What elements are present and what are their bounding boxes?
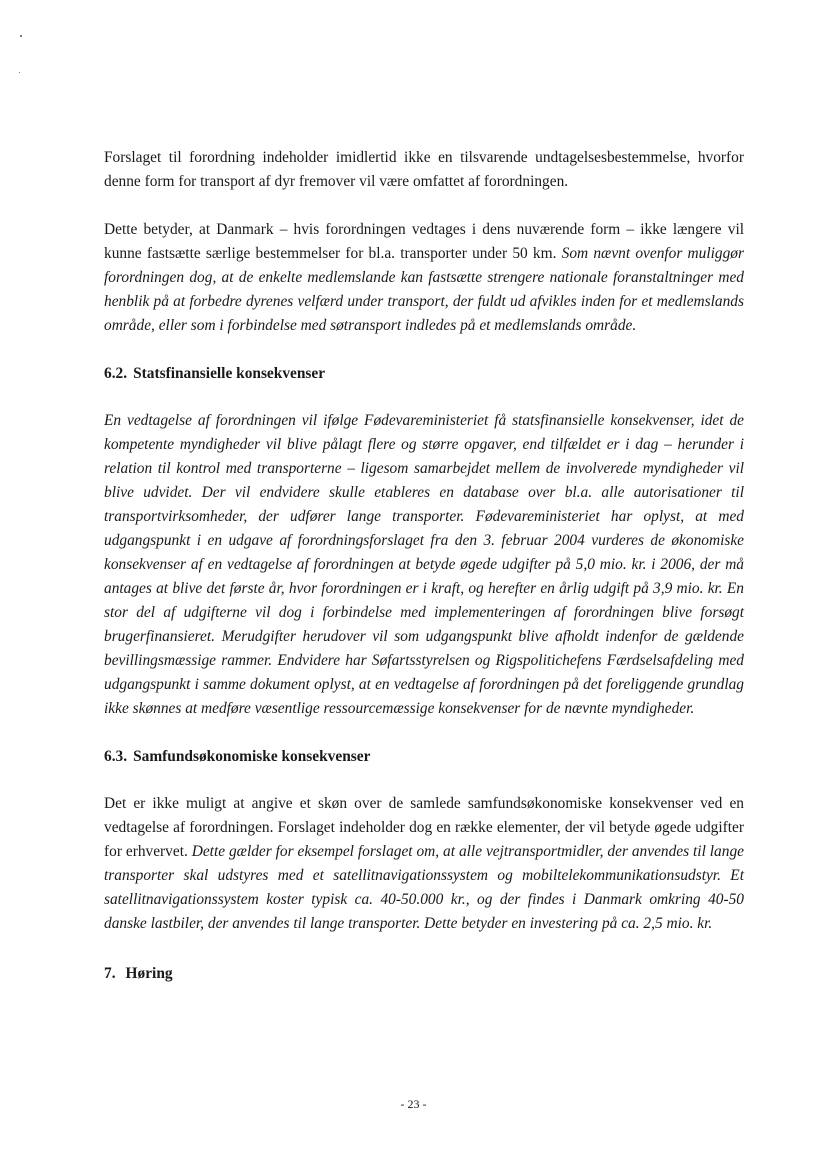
section-title: Høring — [125, 965, 173, 982]
paragraph-italic-text: Som nævnt ovenfor muliggør forordningen dog, at de enkelte medlemslande kan fastsætte strengere nationale foranstaltninger med henblik på at forbedre dyrenes velfærd under transport, der fuldt ud afvikles inden for et medlemslands område, eller som i forbindelse med søtransport indledes på et medlemslands område. — [104, 245, 744, 334]
paragraph-italic-text: En vedtagelse af forordningen vil ifølge Fødevareministeriet få statsfinansielle konsekvenser, idet de kompetente myndigheder vil blive pålagt flere og større opgaver, end tilfældet er i dag – herunder i relation til kontrol med transporterne – ligesom samarbejdet mellem de involverede myndigheder vil blive udvidet. Der vil endvidere skulle etableres en database over bl.a. alle autorisationer til transportvirksomheder, der udfører lange transporter. Fødevareministeriet har oplyst, at med udgangspunkt i en udgave af forordningsforslaget fra den 3. februar 2004 vurderes de økonomiske konsekvenser af en vedtagelse af forordningen at betyde øgede udgifter på 5,0 mio. kr. i 2006, der må antages at blive det første år, hvor forordningen er i kraft, og herefter en årlig udgift på 3,9 mio. kr. En stor del af udgifterne vil dog i forbindelse med implementeringen af forordningen blive forsøgt brugerfinansieret. Merudgifter herudover vil som udgangspunkt blive afholdt indenfor de gældende bevillingsmæssige rammer. Endvidere har Søfartsstyrelsen og Rigspolitichefens Færdselsafdeling med udgangspunkt i samme dokument oplyst, at en vedtagelse af forordningen på det foreliggende grundlag ikke skønnes at medføre væsentlige ressourcemæssige konsekvenser for de nævnte myndigheder. — [104, 412, 744, 717]
paragraph-text: Det er ikke muligt at angive et skøn over de samlede samfundsøkonomiske konsekvenser ved en vedtagelse af forordningen. Forslaget indeholder dog en række elementer, der vil betyde øgede udgifter for erhvervet. — [104, 795, 744, 860]
section-title: Statsfinansielle konsekvenser — [133, 365, 326, 382]
scan-speck — [20, 35, 22, 37]
section-heading-6-3 — [104, 745, 744, 769]
document-body — [104, 146, 744, 1009]
paragraph-state-finance — [104, 409, 744, 721]
scan-speck — [19, 72, 20, 73]
section-heading-6-2 — [104, 362, 744, 386]
paragraph-italic-text: Dette gælder for eksempel forslaget om, at alle vejtransportmidler, der anvendes til lange transporter skal udstyres med et satellitnavigationssystem og mobiltelekommunikationsudstyr. Et satellitnavigationssystem koster typisk ca. 40-50.000 kr., og der findes i Danmark omkring 40-50 danske lastbiler, der anvendes til lange transporter. Dette betyder en investering på ca. 2,5 mio. kr. — [104, 843, 744, 932]
paragraph-socioeconomic — [104, 792, 744, 936]
paragraph-exemption — [104, 146, 744, 194]
section-heading-7 — [104, 962, 744, 986]
paragraph-consequences-denmark — [104, 218, 744, 338]
page-number: - 23 - — [400, 1097, 427, 1111]
section-title: Samfundsøkonomiske konsekvenser — [133, 748, 371, 765]
section-number: 6.3. — [104, 748, 128, 765]
section-number: 7. — [104, 965, 116, 982]
section-number: 6.2. — [104, 365, 128, 382]
paragraph-text: Forslaget til forordning indeholder imidlertid ikke en tilsvarende undtagelsesbestemmelse, hvorfor denne form for transport af dyr fremover vil være omfattet af forordningen. — [104, 149, 744, 190]
paragraph-text: Dette betyder, at Danmark – hvis forordningen vedtages i dens nuværende form – ikke længere vil kunne fastsætte særlige bestemmelser for bl.a. transporter under 50 km. — [104, 221, 744, 262]
